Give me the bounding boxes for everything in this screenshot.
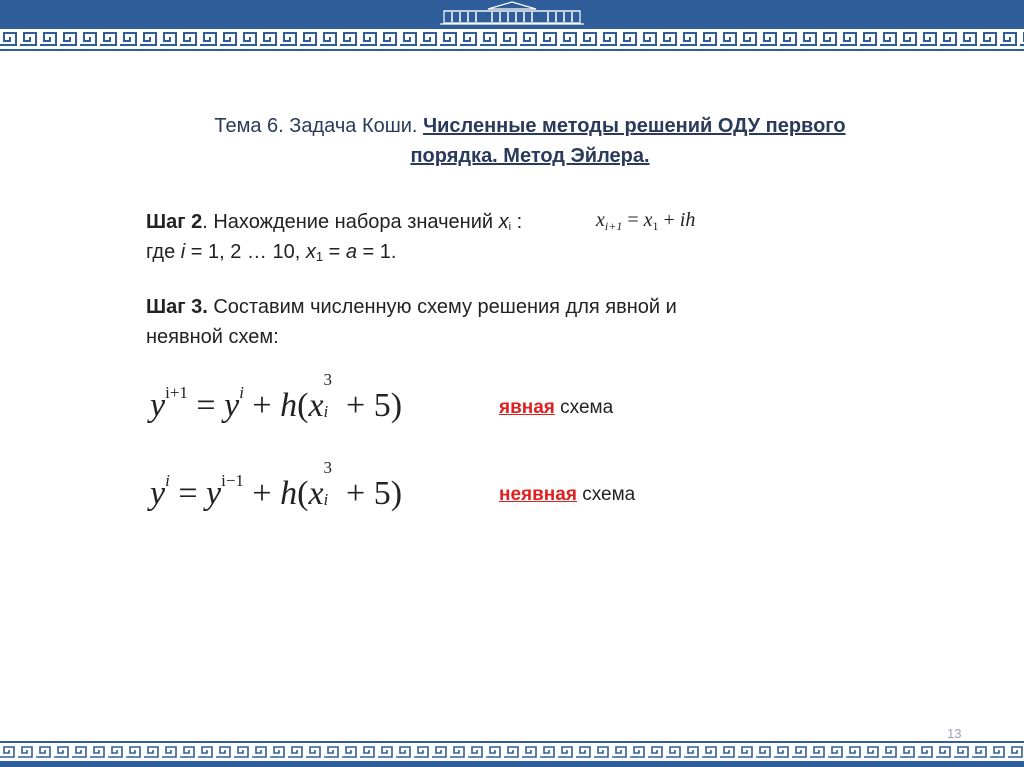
explicit-highlight: явная <box>499 397 555 418</box>
if-y: y <box>150 475 166 512</box>
fi-ih: ih <box>679 209 696 231</box>
if-stack <box>323 458 338 509</box>
step2-a-var: a <box>345 241 357 263</box>
explicit-rest: схема <box>554 397 614 418</box>
ef-plus: + <box>243 387 281 424</box>
step2-x1-sub: 1 <box>315 249 324 264</box>
fi-plus: + <box>658 209 680 231</box>
ef-x: x <box>308 387 324 424</box>
if-y2: y <box>206 475 222 512</box>
ef-sup-right: i <box>239 383 244 402</box>
step2-eq-a: = <box>323 241 346 263</box>
ef-h: h <box>280 387 298 424</box>
x-grid-formula <box>596 209 695 232</box>
explicit-euler-formula <box>150 370 403 425</box>
step2-var: x <box>498 211 509 233</box>
step3-label: Шаг 3. <box>146 296 208 318</box>
fi-x: x <box>596 209 605 231</box>
footer-band <box>0 763 1024 767</box>
step3-text-line1: Составим численную схему решения для явной и <box>207 296 677 318</box>
implicit-euler-formula <box>150 458 403 513</box>
explicit-scheme-label <box>499 396 613 420</box>
if-eq: = <box>169 475 207 512</box>
step2-colon: : <box>511 211 523 233</box>
implicit-rest: схема <box>576 484 636 505</box>
step3-text-line2: неявной схем: <box>146 326 279 348</box>
title-bold-line1: Численные методы решений ОДУ первого <box>423 115 846 137</box>
greek-key-border-top <box>0 27 1024 51</box>
implicit-highlight: неявная <box>499 484 577 505</box>
ef-plus5: + 5) <box>337 387 403 424</box>
ef-eq: = <box>187 387 225 424</box>
implicit-scheme-label <box>499 483 635 507</box>
ef-sub: i <box>323 402 329 421</box>
if-sub: i <box>323 490 329 509</box>
fi-sub-1: 1 <box>652 219 659 233</box>
step2-label: Шаг 2 <box>146 211 203 233</box>
step2-eq-end: = 1. <box>356 241 397 263</box>
ef-y: y <box>150 387 166 424</box>
if-pow: 3 <box>323 458 333 477</box>
ef-pow: 3 <box>323 370 333 389</box>
if-open: ( <box>297 475 309 512</box>
if-x: x <box>308 475 324 512</box>
page-number: 13 <box>947 726 962 741</box>
if-plus5: + 5) <box>337 475 403 512</box>
fi-x1: x <box>643 209 653 231</box>
step2-text: . Нахождение набора значений <box>202 211 499 233</box>
greek-key-border-bottom <box>0 741 1024 763</box>
step2-i-var: i <box>180 241 186 263</box>
step3-paragraph <box>146 292 786 352</box>
ef-y2: y <box>224 387 240 424</box>
if-sup-left: i <box>165 471 170 490</box>
title-prefix: Тема 6. Задача Коши. <box>214 115 424 137</box>
if-sup-right: i−1 <box>221 471 244 490</box>
header-band <box>0 0 1024 27</box>
university-building-icon <box>436 1 588 26</box>
slide-title <box>150 111 910 171</box>
ef-stack <box>323 370 338 421</box>
ef-sup-left: i+1 <box>165 383 188 402</box>
step2-x1-var: x <box>305 241 316 263</box>
if-h: h <box>280 475 298 512</box>
step2-range: = 1, 2 … 10, <box>185 241 306 263</box>
ef-open: ( <box>297 387 309 424</box>
fi-eq: = <box>622 209 644 231</box>
step2-where: где <box>146 241 181 263</box>
step2-var-sub: i <box>508 221 512 233</box>
title-bold-line2: порядка. Метод Эйлера. <box>410 145 650 167</box>
fi-sub-i1: i+1 <box>604 219 623 233</box>
if-plus: + <box>243 475 281 512</box>
